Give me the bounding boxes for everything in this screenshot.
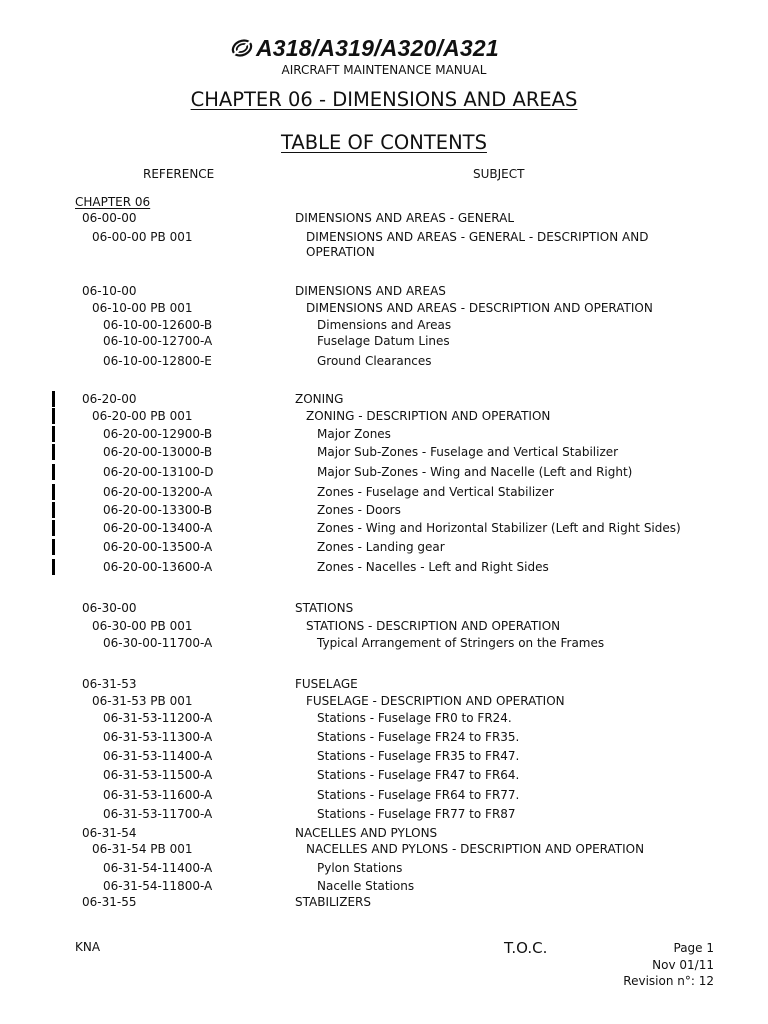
toc-reference[interactable]: 06-20-00-13600-A <box>103 560 213 574</box>
toc-subject[interactable]: Zones - Fuselage and Vertical Stabilizer <box>317 485 554 499</box>
toc-reference[interactable]: 06-30-00-11700-A <box>103 636 213 650</box>
toc-subject[interactable]: DIMENSIONS AND AREAS - GENERAL - DESCRIPTION AND <box>306 230 649 244</box>
toc-subject[interactable]: Nacelle Stations <box>317 879 415 893</box>
toc-reference[interactable]: 06-31-54 PB 001 <box>92 842 193 856</box>
toc-subject[interactable]: DIMENSIONS AND AREAS - DESCRIPTION AND OPERATION <box>306 301 653 315</box>
chapter-link[interactable]: CHAPTER 06 <box>75 195 151 209</box>
toc-subject[interactable]: STATIONS <box>295 601 354 615</box>
toc-reference[interactable]: 06-00-00 <box>82 211 137 225</box>
toc-subject[interactable]: Typical Arrangement of Stringers on the Frames <box>317 636 605 650</box>
toc-subject-line2[interactable]: OPERATION <box>306 245 375 259</box>
toc-subject[interactable]: Dimensions and Areas <box>317 318 452 332</box>
chapter-title <box>0 88 768 111</box>
toc-subject[interactable]: ZONING <box>295 392 344 406</box>
toc-reference[interactable]: 06-00-00 PB 001 <box>92 230 193 244</box>
toc-reference[interactable]: 06-31-54 <box>82 826 137 840</box>
revision-change-bar <box>52 464 55 480</box>
subject-column-header: SUBJECT <box>473 167 525 181</box>
toc-reference[interactable]: 06-31-53-11300-A <box>103 730 213 744</box>
toc-reference[interactable]: 06-20-00-13000-B <box>103 445 213 459</box>
aircraft-model-title: A318/A319/A320/A321 <box>256 34 499 61</box>
toc-reference[interactable]: 06-20-00-13300-B <box>103 503 213 517</box>
toc-subject[interactable]: DIMENSIONS AND AREAS - GENERAL <box>295 211 515 225</box>
toc-reference[interactable]: 06-10-00 <box>82 284 137 298</box>
toc-subject[interactable]: Stations - Fuselage FR0 to FR24. <box>317 711 512 725</box>
toc-reference[interactable]: 06-20-00 PB 001 <box>92 409 193 423</box>
toc-reference[interactable]: 06-10-00-12600-B <box>103 318 213 332</box>
toc-subject[interactable]: Fuselage Datum Lines <box>317 334 450 348</box>
airbus-logo-icon <box>230 36 254 60</box>
revision-change-bar <box>52 520 55 536</box>
footer-section-label: T.O.C. <box>504 939 548 957</box>
toc-reference[interactable]: 06-31-54-11800-A <box>103 879 213 893</box>
toc-reference[interactable]: 06-31-53-11500-A <box>103 768 213 782</box>
toc-reference[interactable]: 06-30-00 <box>82 601 137 615</box>
revision-change-bar <box>52 484 55 500</box>
manual-header-logo <box>230 33 499 63</box>
revision-change-bar <box>52 426 55 442</box>
revision-change-bar <box>52 559 55 575</box>
toc-subject[interactable]: Zones - Doors <box>317 503 401 517</box>
toc-subject[interactable]: NACELLES AND PYLONS <box>295 826 438 840</box>
footer-page-info <box>623 940 714 990</box>
toc-reference[interactable]: 06-10-00-12800-E <box>103 354 212 368</box>
toc-reference[interactable]: 06-31-53-11700-A <box>103 807 213 821</box>
revision-change-bar <box>52 408 55 424</box>
toc-reference[interactable]: 06-10-00-12700-A <box>103 334 213 348</box>
manual-title: AIRCRAFT MAINTENANCE MANUAL <box>281 63 487 77</box>
toc-reference[interactable]: 06-31-53-11600-A <box>103 788 213 802</box>
toc-reference[interactable]: 06-31-53 PB 001 <box>92 694 193 708</box>
footer-page-number: Page 1 <box>673 941 714 955</box>
toc-reference[interactable]: 06-31-53 <box>82 677 137 691</box>
reference-column-header: REFERENCE <box>143 167 215 181</box>
toc-reference[interactable]: 06-31-53-11400-A <box>103 749 213 763</box>
toc-reference[interactable]: 06-31-53-11200-A <box>103 711 213 725</box>
toc-reference[interactable]: 06-20-00-13200-A <box>103 485 213 499</box>
toc-reference[interactable]: 06-20-00-13400-A <box>103 521 213 535</box>
toc-subject[interactable]: STATIONS - DESCRIPTION AND OPERATION <box>306 619 561 633</box>
toc-reference[interactable]: 06-20-00-13500-A <box>103 540 213 554</box>
toc-subject[interactable]: Stations - Fuselage FR24 to FR35. <box>317 730 520 744</box>
footer-customer-code: KNA <box>75 940 101 954</box>
toc-reference[interactable]: 06-31-55 <box>82 895 137 909</box>
toc-subject[interactable]: FUSELAGE <box>295 677 358 691</box>
toc-subject[interactable]: Zones - Landing gear <box>317 540 445 554</box>
toc-reference[interactable]: 06-30-00 PB 001 <box>92 619 193 633</box>
toc-subject[interactable]: DIMENSIONS AND AREAS <box>295 284 446 298</box>
revision-change-bar <box>52 502 55 518</box>
toc-title <box>0 131 768 154</box>
revision-change-bar <box>52 539 55 555</box>
toc-subject[interactable]: Pylon Stations <box>317 861 403 875</box>
toc-title-text: TABLE OF CONTENTS <box>281 131 487 154</box>
toc-reference[interactable]: 06-31-54-11400-A <box>103 861 213 875</box>
toc-subject[interactable]: Major Sub-Zones - Wing and Nacelle (Left and Right) <box>317 465 633 479</box>
toc-subject[interactable]: Stations - Fuselage FR77 to FR87 <box>317 807 516 821</box>
toc-subject[interactable]: Zones - Wing and Horizontal Stabilizer (Left and Right Sides) <box>317 521 681 535</box>
toc-subject[interactable]: ZONING - DESCRIPTION AND OPERATION <box>306 409 551 423</box>
toc-reference[interactable]: 06-20-00-13100-D <box>103 465 214 479</box>
toc-subject[interactable]: Zones - Nacelles - Left and Right Sides <box>317 560 549 574</box>
footer-date: Nov 01/11 <box>652 957 714 972</box>
toc-subject[interactable]: Ground Clearances <box>317 354 432 368</box>
chapter-title-text: CHAPTER 06 - DIMENSIONS AND AREAS <box>190 88 578 111</box>
footer-revision: Revision n°: 12 <box>623 974 714 988</box>
revision-change-bar <box>52 391 55 407</box>
toc-subject[interactable]: Stations - Fuselage FR35 to FR47. <box>317 749 520 763</box>
toc-subject[interactable]: Stations - Fuselage FR64 to FR77. <box>317 788 520 802</box>
toc-subject[interactable]: Major Sub-Zones - Fuselage and Vertical Stabilizer <box>317 445 619 459</box>
toc-reference[interactable]: 06-20-00 <box>82 392 137 406</box>
toc-subject[interactable]: FUSELAGE - DESCRIPTION AND OPERATION <box>306 694 565 708</box>
toc-reference[interactable]: 06-20-00-12900-B <box>103 427 213 441</box>
revision-change-bar <box>52 444 55 460</box>
toc-subject[interactable]: STABILIZERS <box>295 895 371 909</box>
toc-subject[interactable]: NACELLES AND PYLONS - DESCRIPTION AND OPERATION <box>306 842 645 856</box>
toc-subject[interactable]: Stations - Fuselage FR47 to FR64. <box>317 768 520 782</box>
toc-reference[interactable]: 06-10-00 PB 001 <box>92 301 193 315</box>
toc-subject[interactable]: Major Zones <box>317 427 391 441</box>
